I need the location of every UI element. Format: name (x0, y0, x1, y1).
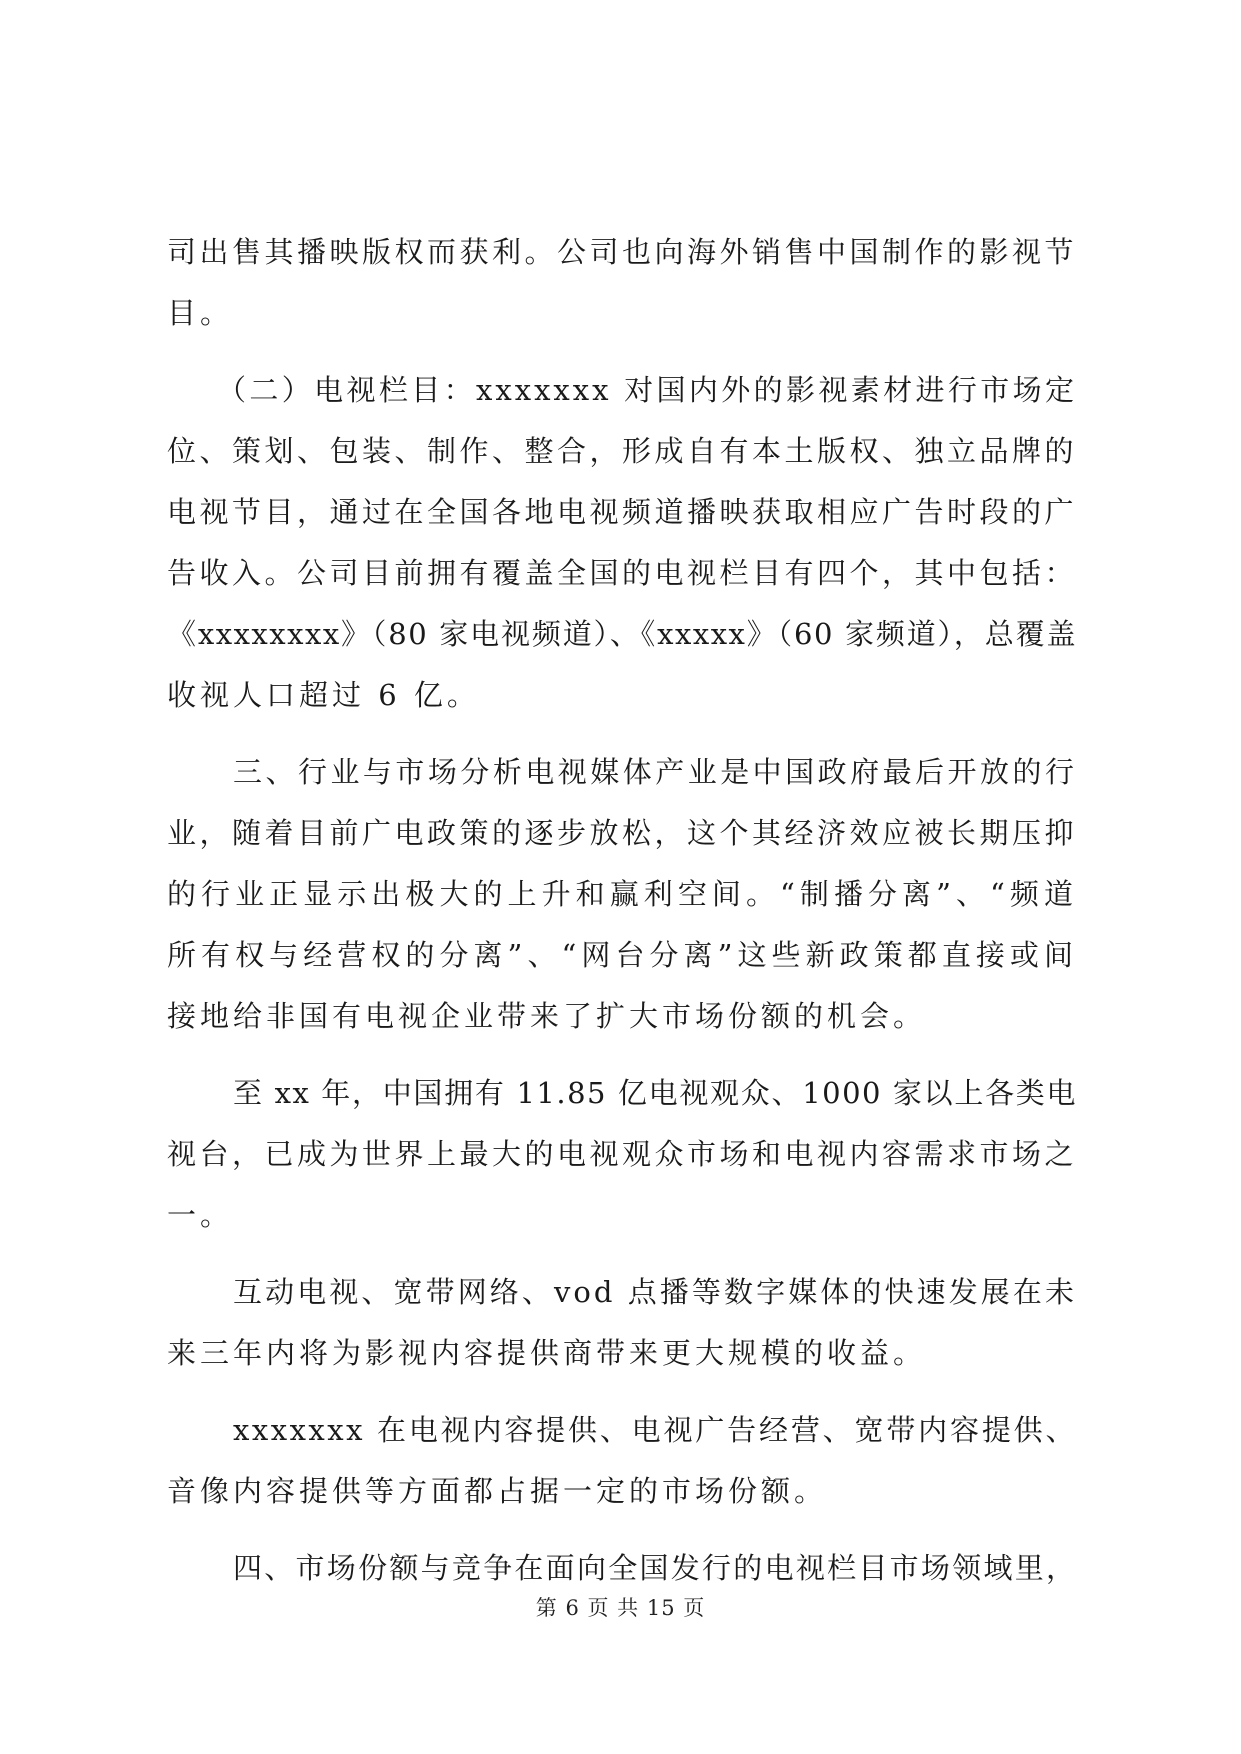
text-line: 互动电视、宽带网络、vod 点播等数字媒体的快速发展在未 (233, 1275, 1077, 1309)
text-line: 《xxxxxxxx》（80 家电视频道）、《xxxxx》（60 家频道），总覆盖 (167, 617, 1077, 651)
text-line: 告收入。公司目前拥有覆盖全国的电视栏目有四个，其中包括： (167, 556, 1077, 590)
text-line: 位、策划、包装、制作、整合，形成自有本土版权、独立品牌的 (167, 434, 1077, 468)
text-line: 视台，已成为世界上最大的电视观众市场和电视内容需求市场之 (167, 1137, 1077, 1171)
text-line: 电视节目，通过在全国各地电视频道播映获取相应广告时段的广 (167, 495, 1077, 529)
text-line: 一。 (167, 1198, 234, 1232)
page-number-footer: 第 6 页 共 15 页 (535, 1596, 706, 1620)
text-line: 业，随着目前广电政策的逐步放松，这个其经济效应被长期压抑 (167, 816, 1077, 850)
text-line: 至 xx 年，中国拥有 11.85 亿电视观众、1000 家以上各类电 (233, 1076, 1077, 1110)
text-line: 所有权与经营权的分离”、“网台分离”这些新政策都直接或间 (167, 938, 1077, 972)
text-line: 音像内容提供等方面都占据一定的市场份额。 (167, 1474, 828, 1508)
text-line: 的行业正显示出极大的上升和赢利空间。“制播分离”、“频道 (167, 877, 1077, 911)
text-line: 三、行业与市场分析电视媒体产业是中国政府最后开放的行 (233, 755, 1077, 789)
text-line: 四、市场份额与竞争在面向全国发行的电视栏目市场领域里， (233, 1551, 1077, 1585)
text-line: 来三年内将为影视内容提供商带来更大规模的收益。 (167, 1336, 927, 1370)
document-body (167, 222, 1077, 1599)
text-line: 目。 (167, 296, 234, 330)
text-line: 司出售其播映版权而获利。公司也向海外销售中国制作的影视节 (167, 235, 1077, 269)
text-line: 收视人口超过 6 亿。 (167, 678, 480, 712)
text-line: xxxxxxx 在电视内容提供、电视广告经营、宽带内容提供、 (233, 1413, 1077, 1447)
text-line: 接地给非国有电视企业带来了扩大市场份额的机会。 (167, 999, 927, 1033)
text-line: （二）电视栏目：xxxxxxx 对国内外的影视素材进行市场定 (217, 373, 1077, 407)
